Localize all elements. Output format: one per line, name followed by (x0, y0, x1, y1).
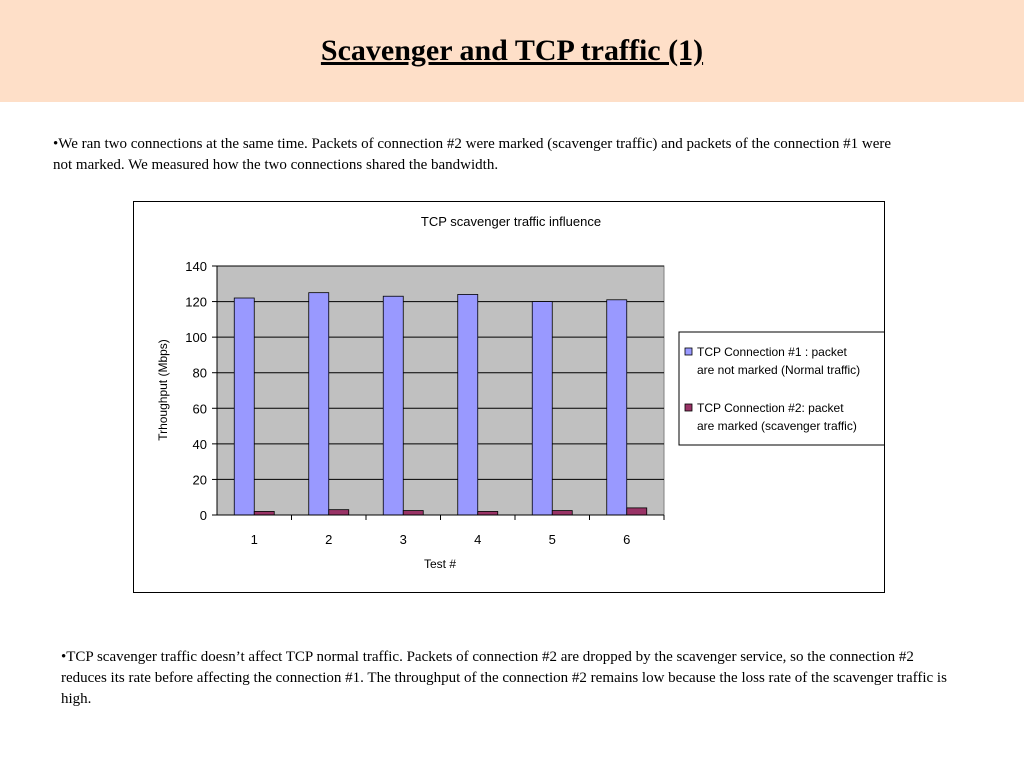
y-axis-label: Trhoughput (Mbps) (156, 339, 170, 441)
bar-series1 (532, 302, 552, 515)
chart-title: TCP scavenger traffic influence (420, 214, 602, 229)
y-tick-label: 80 (192, 365, 207, 381)
y-tick-label: 100 (185, 330, 207, 346)
bar-series1 (309, 293, 329, 515)
intro-paragraph: •We ran two connections at the same time. Packets of connection #2 were marked (scavenger traffic) and packets of the connection #1 were not marked. We measured how the two connections shared the bandwidth. (53, 136, 892, 173)
bar-series1 (383, 296, 403, 515)
chart-frame (133, 201, 885, 593)
bar-series2 (329, 510, 349, 515)
bar-series2 (478, 511, 498, 515)
x-tick-label: 3 (399, 532, 407, 547)
y-tick-label: 20 (192, 472, 207, 488)
x-axis-label: Test # (423, 557, 457, 571)
conclusion-paragraph: •TCP scavenger traffic doesn’t affect TCP normal traffic. Packets of connection #2 are dropped by the scavenger service, so the connection #2 reduces its rate before affecting the connection #1. The throughput of the connection #2 remains low because the loss rate of the scavenger traffic is high. (61, 649, 947, 707)
legend-swatch-series2 (685, 404, 692, 411)
y-tick-label: 140 (185, 259, 207, 274)
slide-title: Scavenger and TCP traffic (1) (320, 34, 704, 67)
throughput-chart (134, 202, 884, 592)
plot-area (217, 266, 664, 515)
bar-series2 (403, 511, 423, 515)
x-tick-label: 1 (250, 532, 258, 547)
legend-label-series2: TCP Connection #2: packet (697, 401, 844, 415)
y-tick-label: 0 (199, 508, 207, 523)
legend-label-series1: TCP Connection #1 : packet (697, 345, 847, 359)
legend-label-series1: are not marked (Normal traffic) (697, 363, 861, 377)
x-tick-label: 4 (474, 532, 482, 547)
chart-legend (679, 332, 884, 445)
bar-series2 (552, 511, 572, 515)
y-tick-label: 120 (185, 294, 207, 310)
bar-series2 (627, 508, 647, 515)
x-tick-label: 6 (623, 532, 631, 547)
y-tick-label: 40 (192, 436, 207, 452)
bar-series1 (458, 294, 478, 515)
y-tick-label: 60 (192, 401, 207, 417)
x-tick-label: 5 (548, 532, 556, 547)
x-tick-label: 2 (325, 532, 333, 547)
bar-series2 (254, 511, 274, 515)
bar-series1 (607, 300, 627, 515)
legend-label-series2: are marked (scavenger traffic) (697, 419, 857, 433)
bar-series1 (234, 298, 254, 515)
legend-swatch-series1 (685, 348, 692, 355)
